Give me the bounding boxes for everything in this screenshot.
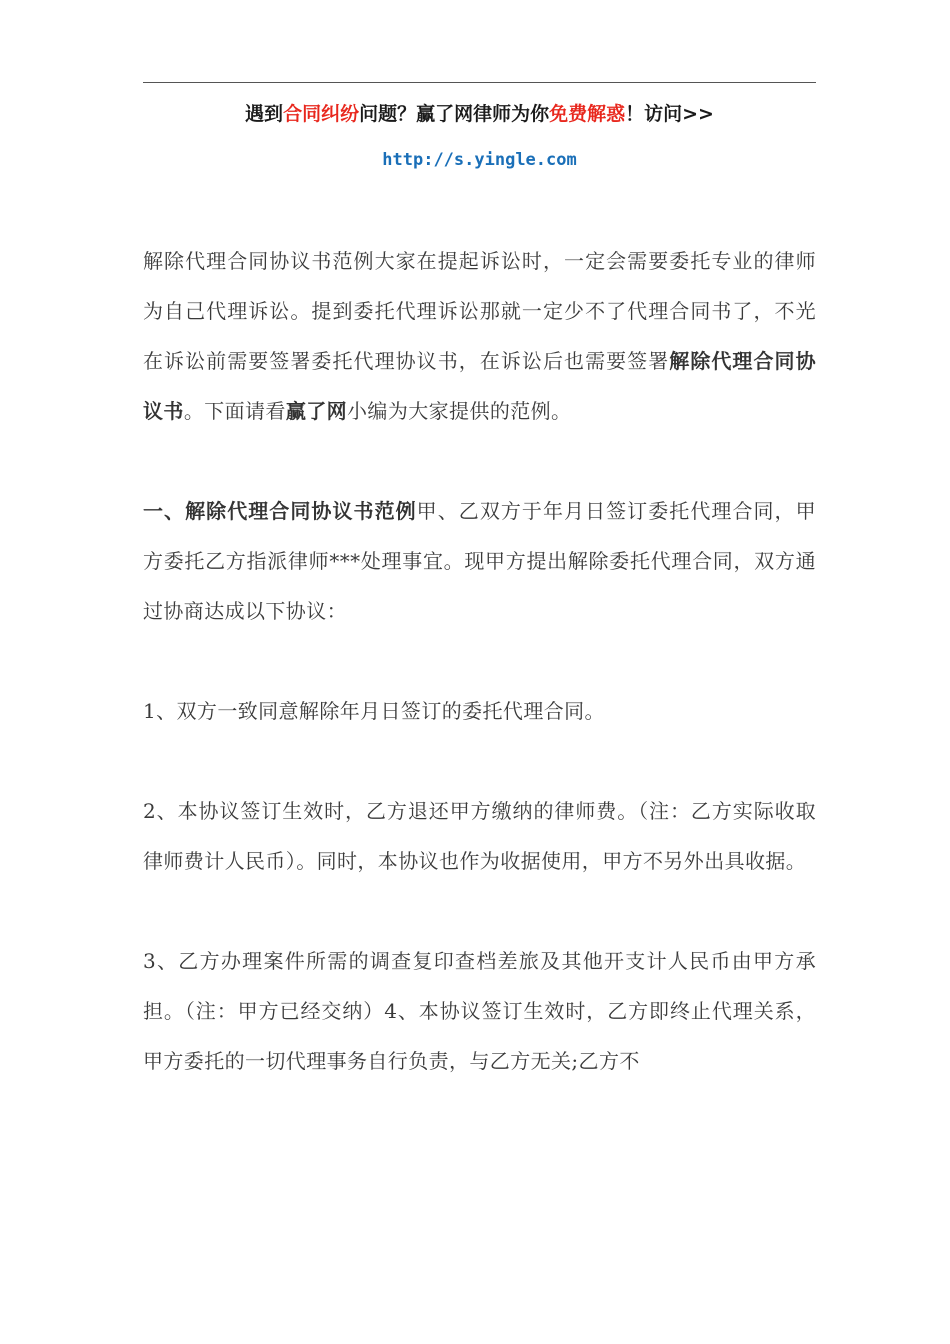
banner-text-3: ！访问>> xyxy=(625,103,714,125)
header-rule xyxy=(143,82,816,83)
clause-3: 3、乙方办理案件所需的调查复印查档差旅及其他开支计人民币由甲方承担。（注：甲方已经交纳）4、本协议签订生效时，乙方即终止代理关系，甲方委托的一切代理事务自行负责，与乙方无关;乙方不 xyxy=(143,949,816,1073)
banner-text-2: 问题？赢了网律师为你 xyxy=(359,103,550,125)
intro-site-name: 赢了网 xyxy=(285,399,348,423)
banner-highlight-contract-dispute: 合同纠纷 xyxy=(283,103,360,125)
intro-text-2: 。下面请看 xyxy=(183,399,286,423)
section-one-heading: 一、解除代理合同协议书范例 xyxy=(143,499,417,523)
section-one-paragraph xyxy=(143,486,816,636)
intro-bold-term: 解除代理合同协议书 xyxy=(143,349,816,423)
site-link[interactable]: http://s.yingle.com xyxy=(382,150,577,170)
clause-2: 2、本协议签订生效时，乙方退还甲方缴纳的律师费。（注：乙方实际收取律师费计人民币）。同时，本协议也作为收据使用，甲方不另外出具收据。 xyxy=(143,799,816,873)
ad-banner[interactable] xyxy=(143,96,816,132)
clause-1: 1、双方一致同意解除年月日签订的委托代理合同。 xyxy=(143,699,605,723)
banner-highlight-free-answer: 免费解惑 xyxy=(549,103,626,125)
article-body xyxy=(143,236,816,1136)
intro-paragraph xyxy=(143,236,816,436)
section-one-text: 甲、乙双方于年月日签订委托代理合同，甲方委托乙方指派律师***处理事宜。现甲方提出解除委托代理合同，双方通过协商达成以下协议： xyxy=(143,499,816,623)
intro-text: 解除代理合同协议书范例大家在提起诉讼时，一定会需要委托专业的律师为自己代理诉讼。提到委托代理诉讼那就一定少不了代理合同书了，不光在诉讼前需要签署委托代理协议书，在诉讼后也需要签署 xyxy=(143,249,816,373)
intro-text-3: 小编为大家提供的范例。 xyxy=(347,399,572,423)
banner-text-1: 遇到 xyxy=(245,103,284,125)
